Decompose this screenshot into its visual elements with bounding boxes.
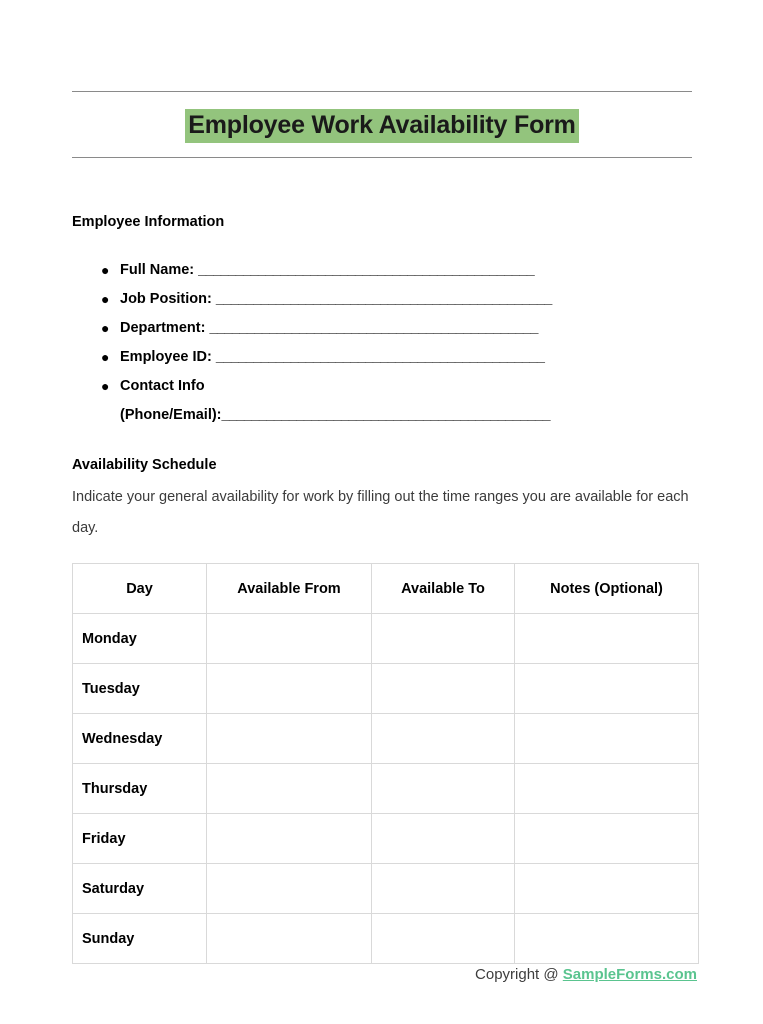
- cell-available-from-thursday[interactable]: [207, 764, 372, 814]
- field-label-contact-info: Contact Info: [120, 378, 205, 394]
- table-row: [73, 864, 699, 914]
- cell-available-to-tuesday[interactable]: [372, 664, 515, 714]
- field-label-contact-info-line2-wrap: [120, 401, 692, 430]
- table-header-row: [73, 564, 699, 614]
- day-label-thursday: Thursday: [73, 764, 207, 814]
- cell-available-from-sunday[interactable]: [207, 914, 372, 964]
- cell-available-to-thursday[interactable]: [372, 764, 515, 814]
- day-label-friday: Friday: [73, 814, 207, 864]
- column-header-available-from: Available From: [207, 564, 372, 614]
- fill-line-employee-id[interactable]: ____________________________________________: [215, 349, 545, 365]
- day-label-saturday: Saturday: [73, 864, 207, 914]
- day-label-sunday: Sunday: [73, 914, 207, 964]
- cell-notes-thursday[interactable]: [515, 764, 699, 814]
- list-item: [72, 256, 692, 285]
- field-label-full-name: Full Name:: [120, 262, 195, 278]
- day-label-wednesday: Wednesday: [73, 714, 207, 764]
- cell-available-to-monday[interactable]: [372, 614, 515, 664]
- copyright-text: Copyright @: [475, 966, 563, 983]
- cell-notes-sunday[interactable]: [515, 914, 699, 964]
- table-row: [73, 764, 699, 814]
- field-label-job-position: Job Position:: [120, 291, 212, 307]
- fill-line-contact-info[interactable]: ____________________________________________: [221, 407, 550, 423]
- title-rule-bottom: [72, 157, 692, 158]
- bullet-icon: ●: [101, 320, 110, 336]
- footer: [0, 966, 697, 983]
- availability-description: Indicate your general availability for work by filling out the time ranges you are available for each day.: [72, 489, 689, 536]
- field-label-department: Department:: [120, 320, 206, 336]
- list-item: [72, 372, 692, 430]
- title-wrap: [72, 92, 692, 157]
- cell-available-to-saturday[interactable]: [372, 864, 515, 914]
- column-header-available-to: Available To: [372, 564, 515, 614]
- fill-line-job-position[interactable]: _____________________________________________: [215, 291, 552, 307]
- bullet-icon: ●: [101, 349, 110, 365]
- availability-schedule-table: [72, 563, 699, 964]
- brand-link[interactable]: SampleForms.com: [562, 966, 697, 983]
- cell-notes-tuesday[interactable]: [515, 664, 699, 714]
- day-label-tuesday: Tuesday: [73, 664, 207, 714]
- cell-available-from-wednesday[interactable]: [207, 714, 372, 764]
- section-heading-employee-information: Employee Information: [72, 214, 225, 230]
- cell-available-from-saturday[interactable]: [207, 864, 372, 914]
- fill-line-department[interactable]: ____________________________________________: [209, 320, 538, 336]
- cell-available-from-monday[interactable]: [207, 614, 372, 664]
- cell-available-to-friday[interactable]: [372, 814, 515, 864]
- cell-available-from-tuesday[interactable]: [207, 664, 372, 714]
- cell-notes-monday[interactable]: [515, 614, 699, 664]
- column-header-day: Day: [73, 564, 207, 614]
- cell-notes-saturday[interactable]: [515, 864, 699, 914]
- bullet-icon: ●: [101, 262, 110, 278]
- cell-available-from-friday[interactable]: [207, 814, 372, 864]
- day-label-monday: Monday: [73, 614, 207, 664]
- cell-notes-wednesday[interactable]: [515, 714, 699, 764]
- field-label-employee-id: Employee ID:: [120, 349, 212, 365]
- table-row: [73, 714, 699, 764]
- list-item: [72, 314, 692, 343]
- list-item: [72, 343, 692, 372]
- title-block: [72, 91, 692, 158]
- fill-line-full-name[interactable]: _____________________________________________: [198, 262, 535, 278]
- table-body: [73, 614, 699, 964]
- field-label-contact-info-line2: (Phone/Email):: [120, 407, 222, 423]
- cell-available-to-wednesday[interactable]: [372, 714, 515, 764]
- cell-notes-friday[interactable]: [515, 814, 699, 864]
- table-row: [73, 664, 699, 714]
- table-row: [73, 914, 699, 964]
- table-row: [73, 614, 699, 664]
- column-header-notes: Notes (Optional): [515, 564, 699, 614]
- table-row: [73, 814, 699, 864]
- page-title: Employee Work Availability Form: [185, 109, 578, 143]
- bullet-icon: ●: [101, 378, 110, 394]
- cell-available-to-sunday[interactable]: [372, 914, 515, 964]
- list-item: [72, 285, 692, 314]
- bullet-icon: ●: [101, 291, 110, 307]
- employee-information-list: [72, 256, 692, 430]
- table-header: [73, 564, 699, 614]
- section-heading-availability-schedule: Availability Schedule: [72, 457, 217, 473]
